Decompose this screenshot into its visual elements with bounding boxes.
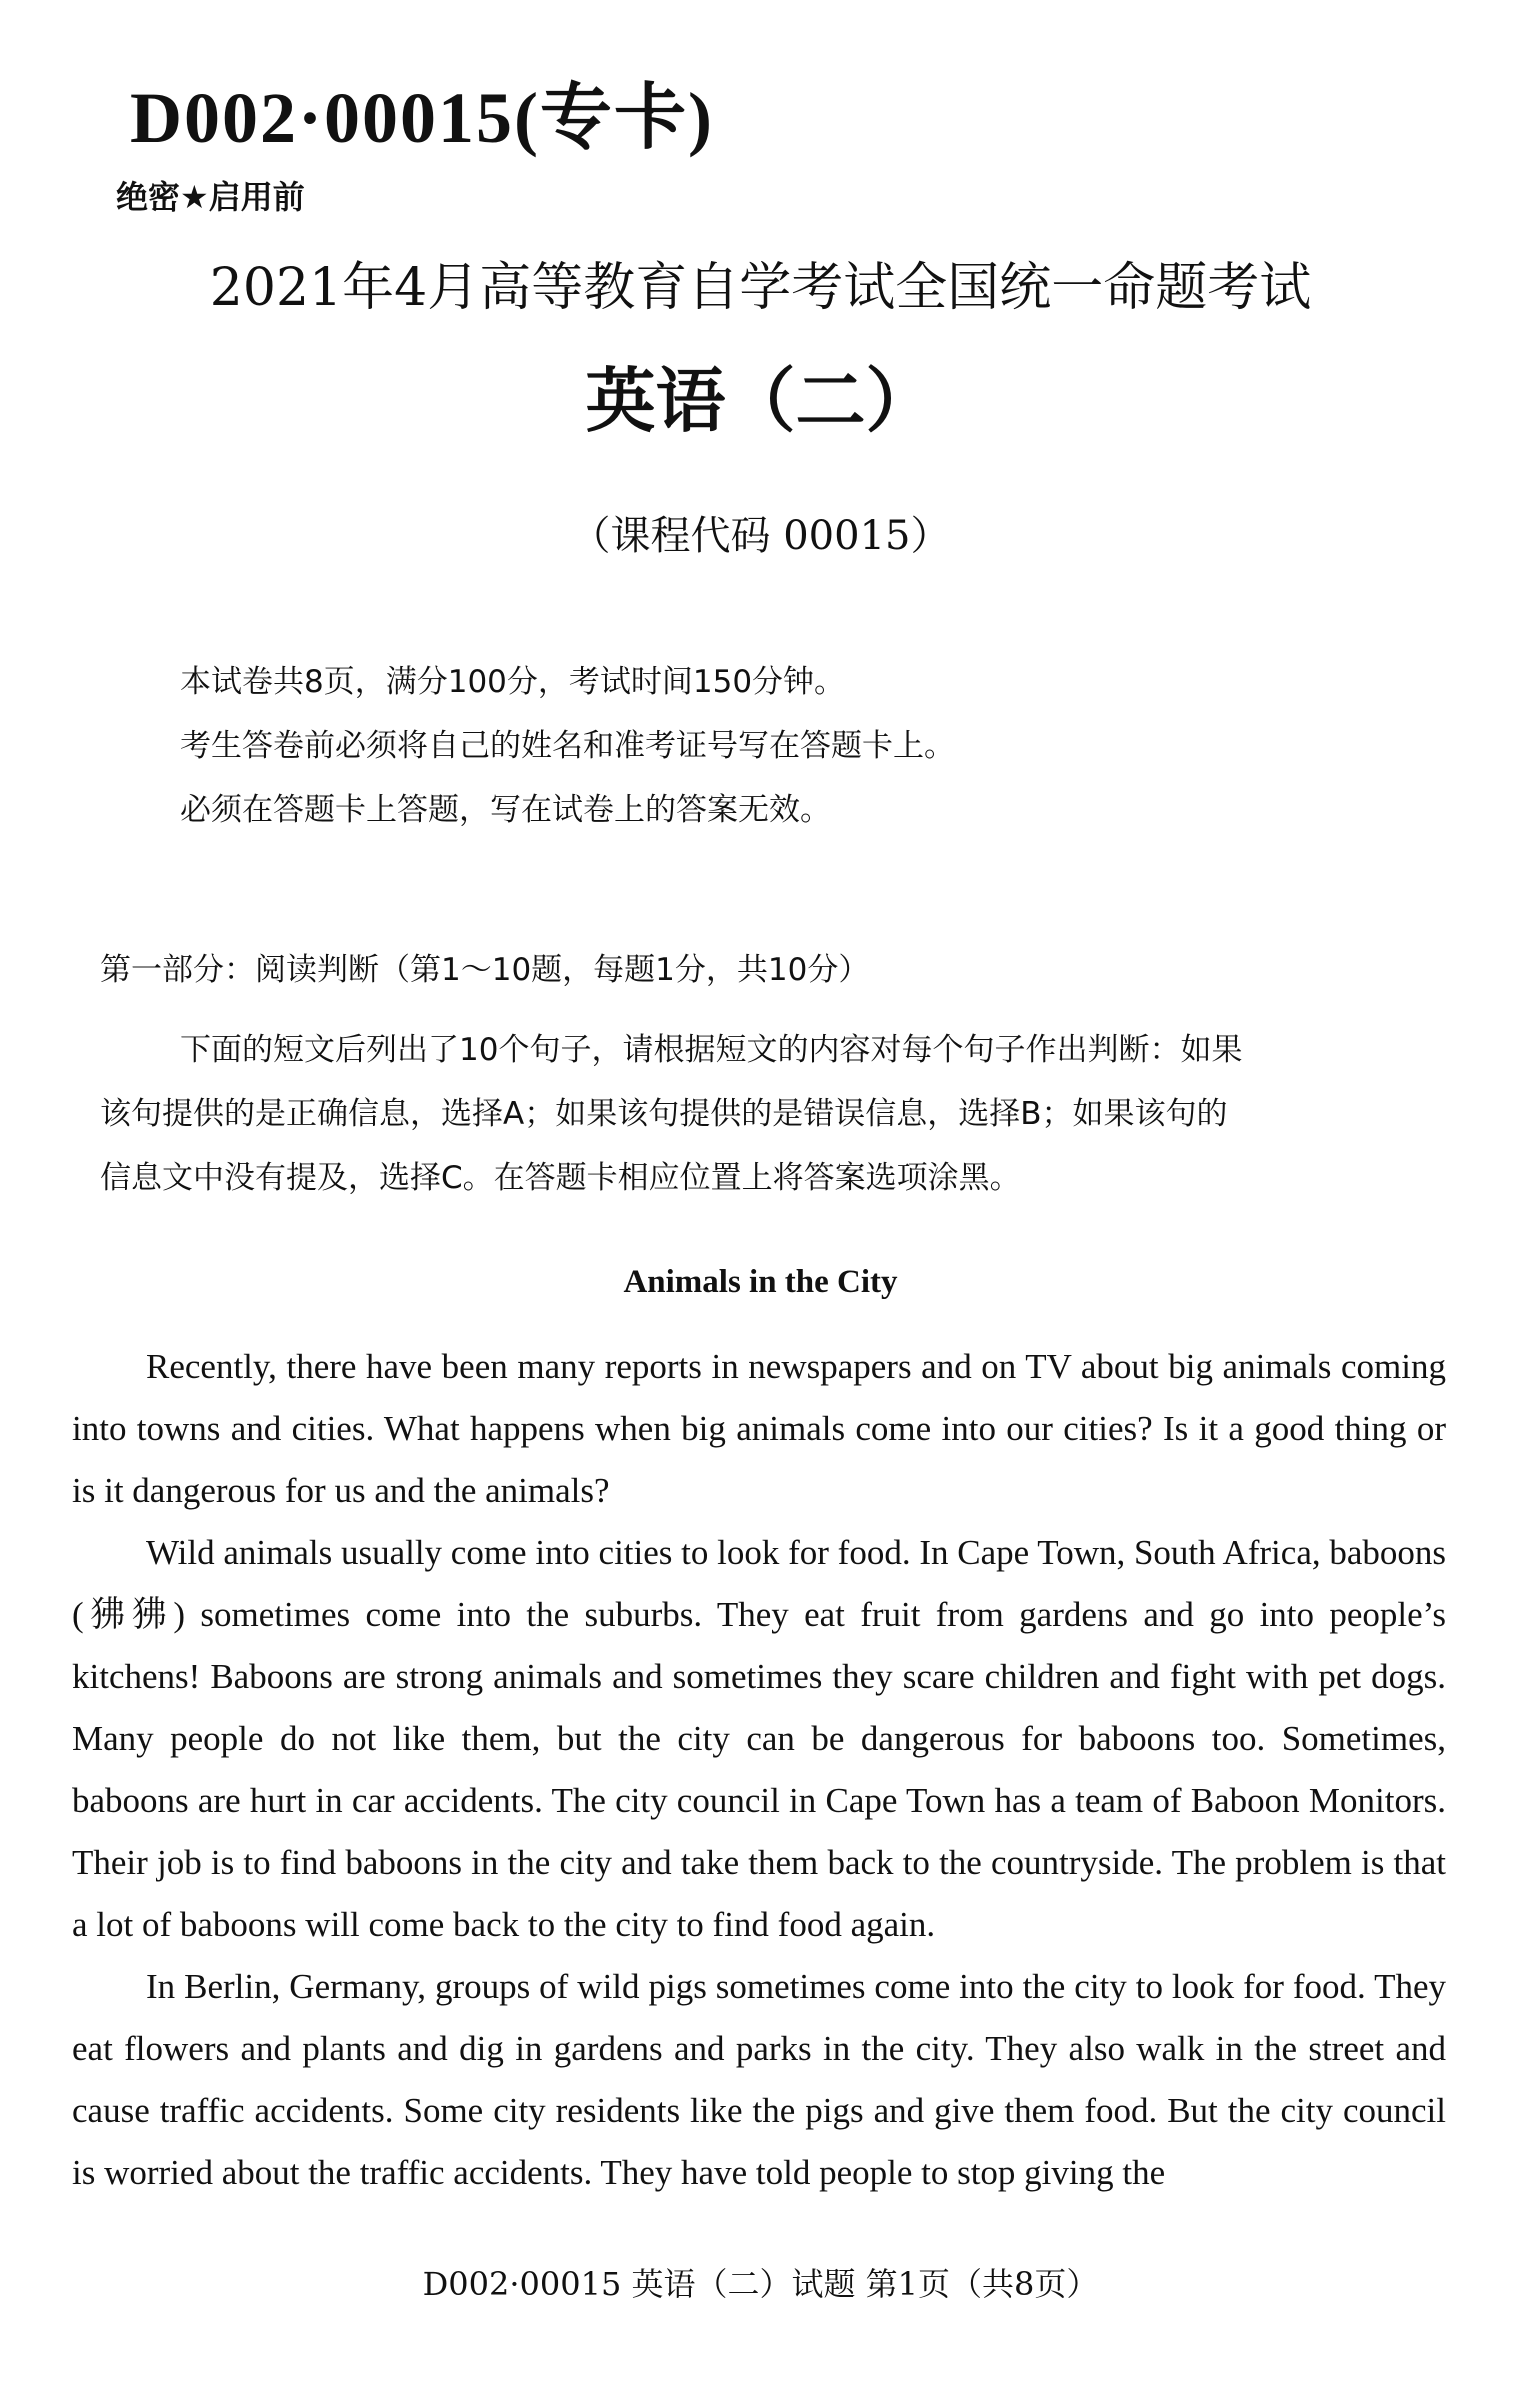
instruction-line: 下面的短文后列出了10个句子，请根据短文的内容对每个句子作出判断：如果 — [180, 1032, 1243, 1068]
passage-body — [72, 1336, 1446, 2204]
passage-paragraph: Wild animals usually come into cities to look for food. In Cape Town, South Africa, baboons (狒狒) sometimes come into the suburbs. They eat fruit from gardens and go into people’s kitchens! Baboons are strong animals and sometimes they scare children and fight with pet dogs. Many people do not like them, but the city can be dangerous for baboons too. Sometimes, baboons are hurt in car accidents. The city council in Cape Town has a team of Baboon Monitors. Their job is to find baboons in the city and take them back to the countryside. The problem is that a lot of baboons will come back to the city to find food again. — [72, 1533, 1447, 1944]
passage-paragraph: Recently, there have been many reports in newspapers and on TV about big animals coming into towns and cities. What happens when big animals come into our cities? Is it a good thing or is it dangerous for us and the animals? — [72, 1347, 1446, 1510]
secret-notice: 绝密★启用前 — [116, 178, 305, 216]
note-line: 考生答卷前必须将自己的姓名和准考证号写在答题卡上。 — [180, 728, 955, 764]
part-one-instructions — [100, 1018, 1430, 1210]
passage-paragraph: In Berlin, Germany, groups of wild pigs sometimes come into the city to look for food. They eat flowers and plants and dig in gardens and parks in the city. They also walk in the street and cause traffic accidents. Some city residents like the pigs and give them food. But the city council is worried about the traffic accidents. They have told people to stop giving the — [72, 1967, 1446, 2192]
exam-notes — [180, 650, 955, 842]
subject-title: 英语（二） — [585, 360, 936, 442]
note-line: 必须在答题卡上答题，写在试卷上的答案无效。 — [180, 792, 831, 828]
page-footer: D002·00015 英语（二）试题 第1页（共8页） — [422, 2265, 1099, 2303]
note-line: 本试卷共8页，满分100分，考试时间150分钟。 — [180, 664, 846, 700]
course-code: （课程代码 00015） — [570, 513, 951, 559]
instruction-line: 信息文中没有提及，选择C。在答题卡相应位置上将答案选项涂黑。 — [100, 1160, 1021, 1196]
passage-title: Animals in the City — [623, 1264, 898, 1300]
exam-title: 2021年4月高等教育自学考试全国统一命题考试 — [209, 258, 1312, 318]
part-one-heading: 第一部分：阅读判断（第1～10题，每题1分，共10分） — [100, 952, 870, 988]
instruction-line: 该句提供的是正确信息，选择A；如果该句提供的是错误信息，选择B；如果该句的 — [100, 1096, 1228, 1132]
exam-code-header: D002·00015(专卡) — [130, 78, 714, 158]
